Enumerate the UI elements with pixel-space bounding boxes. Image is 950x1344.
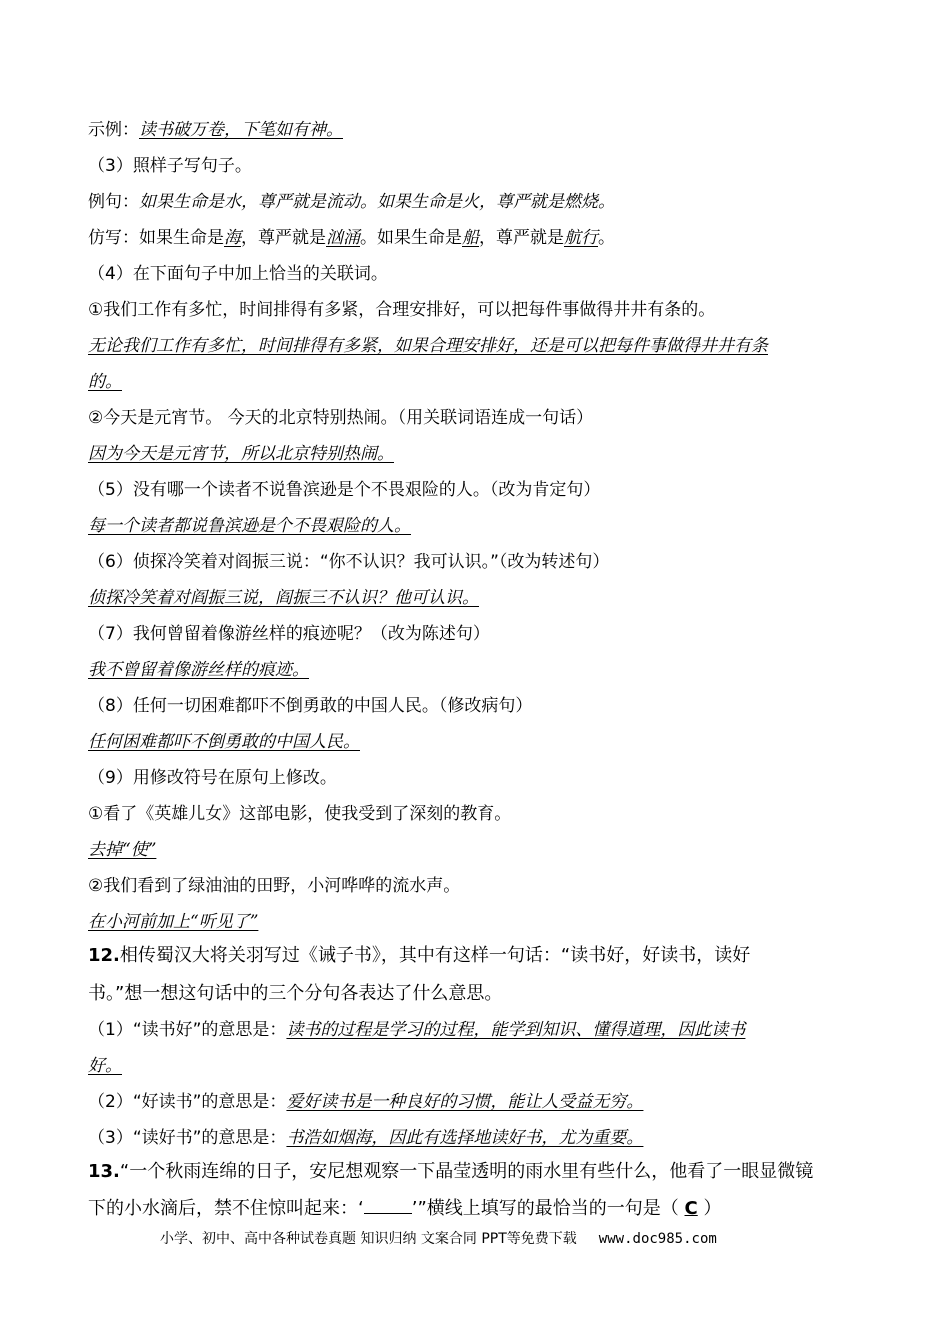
question-13: 13.“一个秋雨连绵的日子，安尼想观察一下晶莹透明的雨水里有些什么，他看了一眼显微镜: [88, 1161, 814, 1182]
sentence-2: ②今天是元宵节。 今天的北京特别热闹。（用关联词语连成一句话）: [88, 408, 594, 428]
question-7-title: （7）我何曾留着像游丝样的痕迹呢？（改为陈述句）: [88, 624, 490, 644]
answer-text: 侦探冷笑着对阎振三说，阎振三不认识？他可认识。: [88, 588, 479, 608]
answer-text: 读书破万卷，下笔如有神。: [139, 120, 343, 140]
question-12-cont: 书。”想一想这句话中的三个分句各表达了什么意思。: [88, 983, 503, 1004]
answer-text: 好。: [88, 1056, 122, 1076]
question-9-title: （9）用修改符号在原句上修改。: [88, 768, 337, 788]
question-12-part-1: （1）“读书好”的意思是：读书的过程是学习的过程，能学到知识、懂得道理，因此读书: [88, 1020, 746, 1040]
answer-text: 在小河前加上“听见了”: [88, 912, 259, 932]
question-12-part-2: （2）“好读书”的意思是：爱好读书是一种良好的习惯，能让人受益无穷。: [88, 1092, 644, 1112]
fill-blank: [364, 1199, 412, 1214]
question-13-cont: 下的小水滴后，禁不住惊叫起来：‘ ’”横线上填写的最恰当的一句是（ C ）: [88, 1198, 722, 1219]
answer-text: 的。: [88, 372, 122, 392]
imitation-sentence: 仿写：如果生命是海，尊严就是汹涌。如果生命是船，尊严就是航行。: [88, 228, 615, 248]
question-3-title: （3）照样子写句子。: [88, 156, 252, 176]
sentence-2: ②我们看到了绿油油的田野，小河哗哗的流水声。: [88, 876, 461, 896]
answer-text: 我不曾留着像游丝样的痕迹。: [88, 660, 309, 680]
answer-text: 每一个读者都说鲁滨逊是个不畏艰险的人。: [88, 516, 411, 536]
example-line: 示例：读书破万卷，下笔如有神。: [88, 120, 343, 140]
footer-link[interactable]: www.doc985.com: [598, 1231, 717, 1247]
answer-choice: C: [684, 1198, 698, 1219]
question-4-title: （4）在下面句子中加上恰当的关联词。: [88, 264, 388, 284]
answer-text: 因为今天是元宵节，所以北京特别热闹。: [88, 444, 394, 464]
question-12-part-3: （3）“读好书”的意思是：书浩如烟海，因此有选择地读好书，尤为重要。: [88, 1128, 644, 1148]
example-sentence: 例句：如果生命是水，尊严就是流动。如果生命是火，尊严就是燃烧。: [88, 192, 615, 212]
question-8-title: （8）任何一切困难都吓不倒勇敢的中国人民。（修改病句）: [88, 696, 533, 716]
question-6-title: （6）侦探冷笑着对阎振三说：“你不认识？我可认识。”（改为转述句）: [88, 552, 610, 572]
answer-text: 去掉“使”: [88, 840, 157, 860]
question-5-title: （5）没有哪一个读者不说鲁滨逊是个不畏艰险的人。（改为肯定句）: [88, 480, 601, 500]
answer-text: 任何困难都吓不倒勇敢的中国人民。: [88, 732, 360, 752]
footer-text: 小学、初中、高中各种试卷真题 知识归纳 文案合同 PPT等免费下载: [160, 1231, 577, 1247]
answer-text: 无论我们工作有多忙，时间排得有多紧，如果合理安排好，还是可以把每件事做得井井有条: [88, 336, 768, 356]
page-footer: [160, 1228, 717, 1248]
sentence-1: ①看了《英雄儿女》这部电影，使我受到了深刻的教育。: [88, 804, 512, 824]
question-12: 12.相传蜀汉大将关羽写过《诫子书》，其中有这样一句话：“读书好，好读书，读好: [88, 945, 751, 966]
sentence-1: ①我们工作有多忙，时间排得有多紧，合理安排好，可以把每件事做得井井有条的。: [88, 300, 716, 320]
